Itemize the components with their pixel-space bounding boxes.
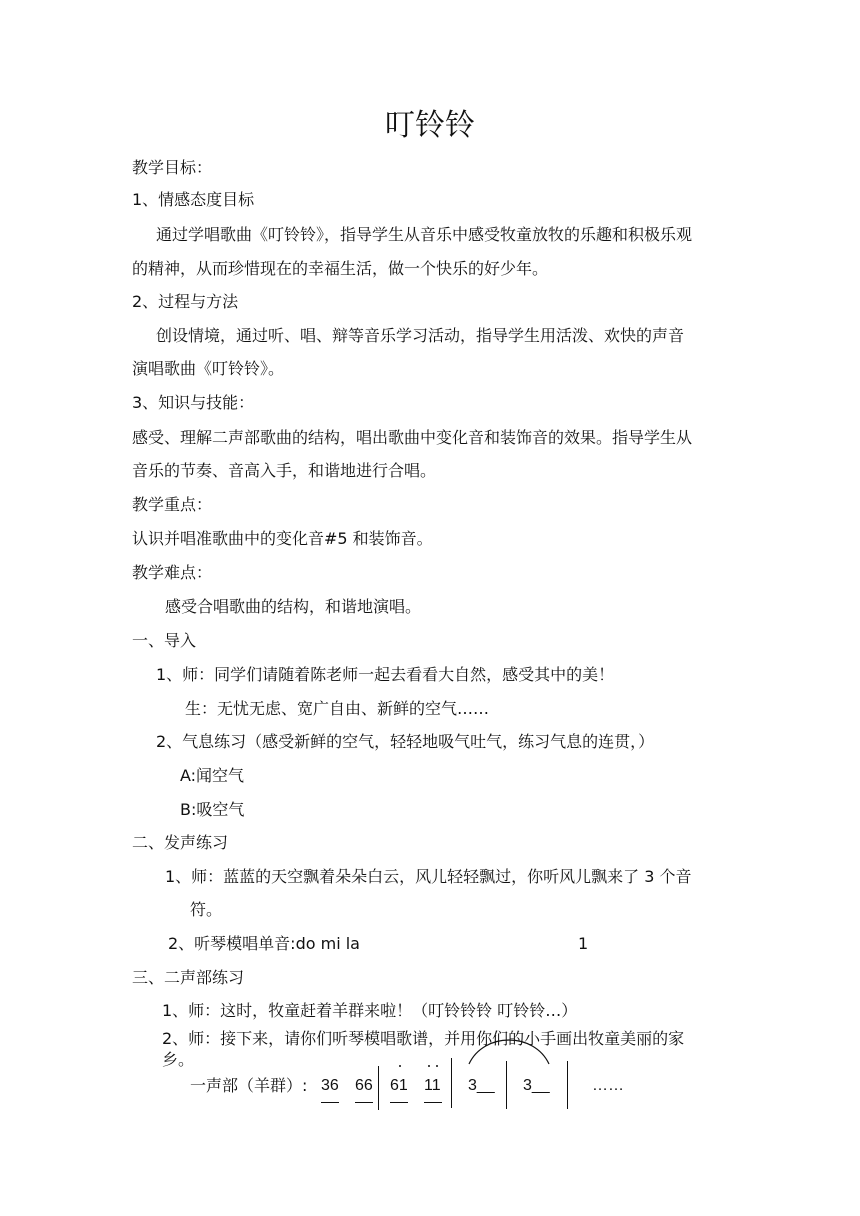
bar-line [378, 1066, 379, 1110]
underline-mark [355, 1102, 373, 1103]
section-3-item-2: 2、师：接下来，请你们听琴模唱歌谱，并用你们的小手画出牧童美丽的家 [162, 1029, 685, 1048]
notation-label: 一声部（羊群）: [190, 1076, 308, 1095]
bar-line [567, 1061, 568, 1109]
difficulty-heading: 教学难点： [132, 563, 213, 582]
bar-line [506, 1061, 507, 1109]
section-1-item-2-a: A:闻空气 [180, 766, 245, 785]
section-1-item-1-response: 生：无忧无虑、宽广自由、新鲜的空气…… [185, 699, 490, 718]
section-2-item-1: 1、师：蓝蓝的天空飘着朵朵白云，风儿轻轻飘过，你听风儿飘来了 3 个音 [165, 867, 692, 886]
goal-3-paragraph-line-2: 音乐的节奏、音高入手，和谐地进行合唱。 [132, 461, 437, 480]
notation-ellipsis: …… [592, 1077, 624, 1094]
underline-mark [390, 1102, 408, 1103]
section-3-heading: 三、二声部练习 [132, 968, 245, 987]
underline-mark [424, 1102, 442, 1103]
key-point-text: 认识并唱准歌曲中的变化音#5 和装饰音。 [132, 529, 433, 548]
section-3-item-1: 1、师：这时，牧童赶着羊群来啦！（叮铃铃铃 叮铃铃…） [162, 1001, 578, 1020]
high-octave-dot [436, 1065, 438, 1067]
notation-note: 11 [424, 1077, 441, 1094]
section-1-item-1: 1、师：同学们请随着陈老师一起去看看大自然，感受其中的美！ [156, 665, 615, 684]
notation-note: 36 [321, 1077, 339, 1094]
goal-1-heading: 1、情感态度目标 [132, 190, 255, 209]
notation-note: 66 [355, 1077, 373, 1094]
slur-tie-mark [466, 1036, 552, 1066]
notation-note: 3__ [523, 1077, 550, 1094]
section-3-item-2-cont: 乡。 [162, 1050, 195, 1069]
notation-note: 61 [390, 1077, 408, 1094]
notation-note: 3__ [468, 1077, 495, 1094]
section-1-item-2: 2、气息练习（感受新鲜的空气，轻轻地吸气吐气，练习气息的连贯，） [156, 732, 655, 751]
goal-3-paragraph-line-1: 感受、理解二声部歌曲的结构，唱出歌曲中变化音和装饰音的效果。指导学生从 [132, 428, 693, 447]
bar-line [451, 1058, 452, 1108]
section-2-item-2: 2、听琴模唱单音:do mi la [168, 934, 360, 953]
section-2-item-1-cont: 符。 [190, 900, 223, 919]
key-point-heading: 教学重点： [132, 495, 213, 514]
goal-3-heading: 3、知识与技能： [132, 393, 255, 412]
goal-1-paragraph-line-2: 的精神，从而珍惜现在的幸福生活，做一个快乐的好少年。 [132, 259, 549, 278]
high-octave-dot [428, 1065, 430, 1067]
difficulty-text: 感受合唱歌曲的结构，和谐地演唱。 [165, 597, 422, 616]
page-title: 叮铃铃 [385, 108, 475, 143]
section-2-item-2-number: 1 [578, 934, 589, 953]
goal-1-paragraph-line-1: 通过学唱歌曲《叮铃铃》，指导学生从音乐中感受牧童放牧的乐趣和积极乐观 [156, 225, 693, 244]
high-octave-dot [399, 1065, 401, 1067]
goal-2-paragraph-line-1: 创设情境，通过听、唱、辩等音乐学习活动，指导学生用活泼、欢快的声音 [156, 326, 685, 345]
teaching-goal-heading: 教学目标： [132, 158, 213, 177]
section-1-item-2-b: B:吸空气 [180, 800, 245, 819]
goal-2-paragraph-line-2: 演唱歌曲《叮铃铃》。 [132, 359, 285, 378]
section-2-heading: 二、发声练习 [132, 833, 229, 852]
section-1-heading: 一、导入 [132, 631, 197, 650]
goal-2-heading: 2、过程与方法 [132, 292, 239, 311]
underline-mark [321, 1102, 339, 1103]
